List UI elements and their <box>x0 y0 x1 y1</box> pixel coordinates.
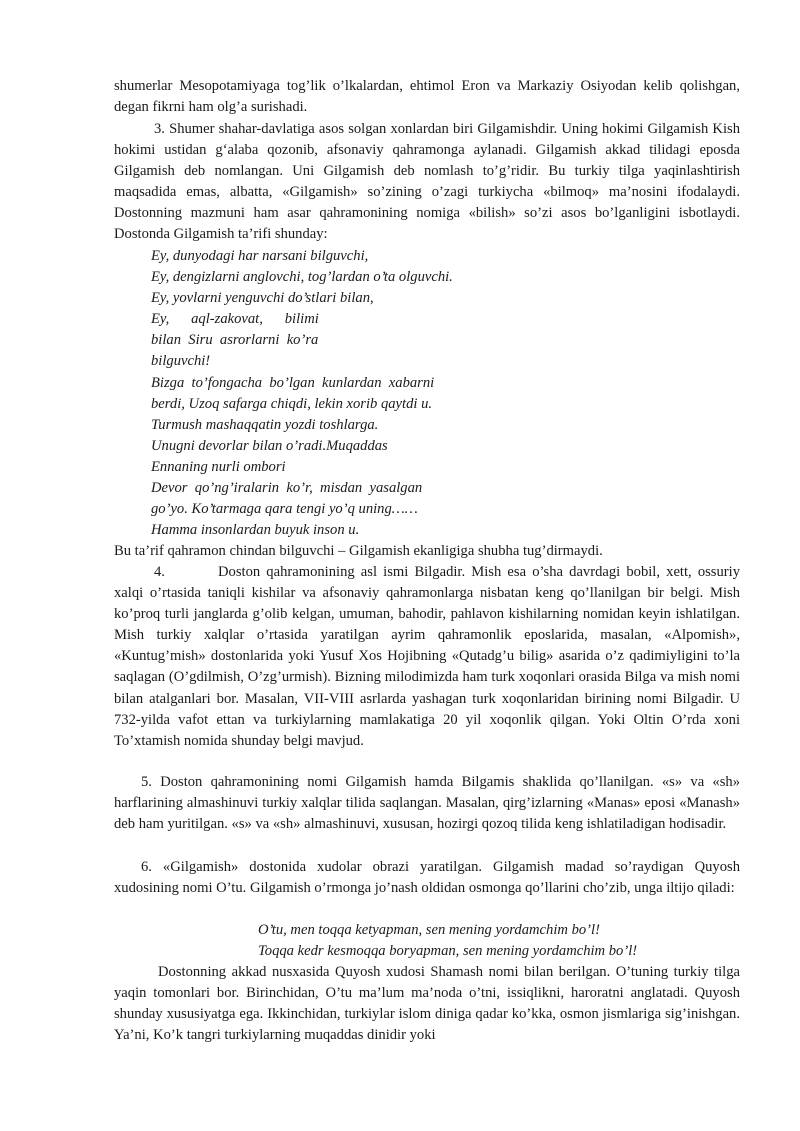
paragraph-7-shamash: Dostonning akkad nusxasida Quyosh xudosi Shamash nomi bilan berilgan. O’tuning turkiy tilga yaqin tomonlari bor. Birinchidan, O’tu ma’lum ma’noda o’tni, issiqlikni, haroratni anglatadi. Quyosh shunday xususiyatga ega. Ikkinchidan, turkiylar islom diniga qadar ko’kka, osmon jismlariga sig’inishgan. Ya’ni, Ko’k tangri turkiylarning muqaddas dinidir yoki <box>114 964 740 1044</box>
poem-line: berdi, Uzoq safarga chiqdi, lekin xorib qaytdi u. <box>151 395 433 412</box>
poem-line: Turmush mashaqqatin yozdi toshlarga. <box>151 416 379 433</box>
paragraph-5-name-forms: 5. Doston qahramonining nomi Gilgamish hamda Bilgamis shaklida qo’llanilgan. «s» va «sh» harflarining almashinuvi turkiy xalqlar tilida saqlangan. Masalan, qirg’izlarning «Manas» eposi «Manash» deb ham yuritilgan. «s» va «sh» almashinuvi, xususan, hozirgi qozoq tilida keng ishlatiladigan hodisadir. <box>114 774 740 833</box>
poem-line: Unugni devorlar bilan o’radi.Muqaddas <box>151 437 388 454</box>
paragraph-number: 4. <box>154 564 165 580</box>
poem-line: Toqqa kedr kesmoqqa boryapman, sen mening yordamchim bo’l! <box>258 943 638 960</box>
paragraph-4-bilga <box>114 562 740 752</box>
poem-line: Ey, aql-zakovat, bilimi <box>151 311 319 328</box>
poem-line: Ennaning nurli ombori <box>151 458 286 475</box>
paragraph-3-gilgamish: 3. Shumer shahar-davlatiga asos solgan xonlardan biri Gilgamishdir. Uning hokimi Gilgamish Kish hokimi ustidan g‘alaba qozonib, afsonaviy qahramonga aylanadi. Gilgamish akkad tilidagi eposda Gilgamish deb nomlangan. Uni Gilgamish deb nomlash to’g’ridir. Bu turkiy tilga yaqinlashtirish maqsadida emas, albatta, «Gilgamish» so’zining o’zagi turkiycha «bilmoq» ma’nosini ifodalaydi. Dostonning mazmuni ham asar qahramonining nomiga «bilish» so’zi asos bo’lganligini isbotlaydi. Dostonda Gilgamish ta’rifi shunday: <box>114 121 740 243</box>
poem-line: Ey, dengizlarni anglovchi, tog’lardan o’ta olguvchi. <box>151 269 453 286</box>
paragraph-tarif-conclusion: Bu ta’rif qahramon chindan bilguvchi – Gilgamish ekanligiga shubha tug’dirmaydi. <box>114 543 603 559</box>
poem-line: bilguvchi! <box>151 353 211 370</box>
poem-line: go’yo. Ko’tarmaga qara tengi yo’q uning…… <box>151 501 418 518</box>
paragraph-intro-continuation: shumerlar Mesopotamiyaga tog’lik o’lkalardan, ehtimol Eron va Markaziy Osiyodan kelib qolishgan, degan fikrni ham olg’a surishadi. <box>114 78 740 116</box>
poem-line: Hamma insonlardan buyuk inson u. <box>151 522 360 539</box>
poem-prayer-to-otu <box>258 920 637 962</box>
poem-line: bilan Siru asrorlarni ko’ra <box>151 332 319 349</box>
poem-line: Ey, yovlarni yenguvchi do’stlari bilan, <box>151 290 374 307</box>
paragraph-text: Doston qahramonining asl ismi Bilgadir. Mish esa o’sha davrdagi bobil, xett, ossuriy xalqi o’rtasida taniqli kishilar va afsonaviy qahramonlarga nisbatan keng qo’llanilgan bir belgi. Mish ko’proq turli janglarda g’olib kelgan, umuman, bahodir, pahlavon kishilarning nomidan keyin ishlatilgan. Mish turkiy xalqlar o’rtasida yaratilgan ayrim qahramonlik eposlarida, masalan, «Alpomish», «Kuntug’mish» dostonlarida yoki Yusuf Xos Hojibning «Qutadg’u bilig» asarida o’z qadimiyligini to’la saqlagan (O’gdilmish, O’zg’urmish). Bizning milodimizda ham turk xoqonlari orasida Bilga va mish nomi bilan atalganlari bor. Masalan, VII-VIII asrlarda yashagan turk xoqonlaridan birining nomi Bilgadir. U 732-yilda vafot ettan va turkiylarning mamlakatiga 20 yil xoqonlik qilgan. Yoki Oltin O’rda xoni To’xtamish nomida shunday belgi mavjud. <box>114 564 740 749</box>
poem-line: O’tu, men toqqa ketyapman, sen mening yordamchim bo’l! <box>258 922 600 938</box>
poem-line: Ey, dunyodagi har narsani bilguvchi, <box>151 248 369 264</box>
paragraph-6-deities: 6. «Gilgamish» dostonida xudolar obrazi yaratilgan. Gilgamish madad so’raydigan Quyosh xudosining nomi O’tu. Gilgamish o’rmonga jo’nash oldidan osmonga qo’llarini cho’zib, unga iltijo qiladi: <box>114 859 740 897</box>
poem-line: Devor qo’ng’iralarin ko’r, misdan yasalgan <box>151 480 423 497</box>
poem-gilgamish-description <box>151 246 453 541</box>
poem-line: Bizga to’fongacha bo’lgan kunlardan xabarni <box>151 374 435 391</box>
